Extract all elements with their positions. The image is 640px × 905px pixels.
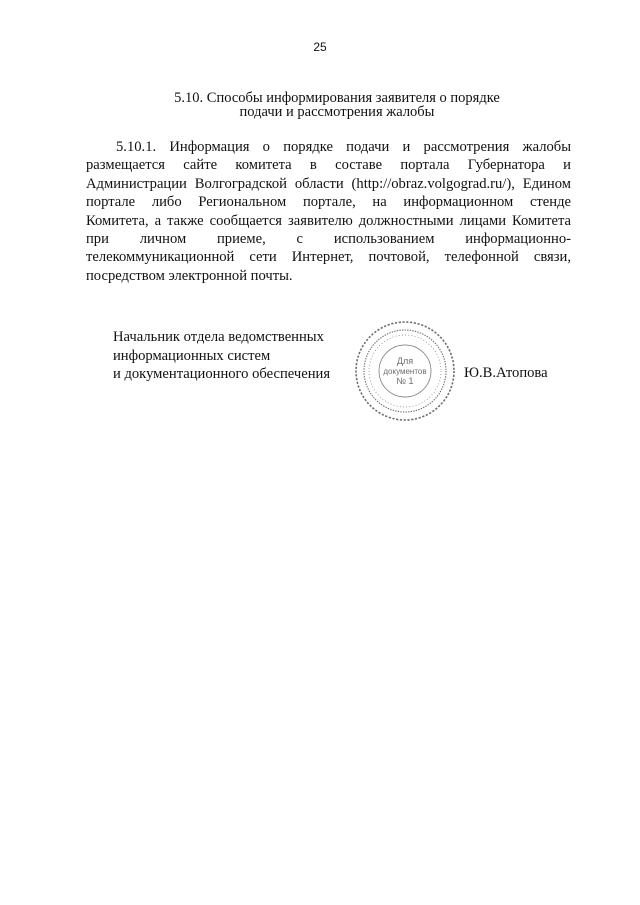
paragraph-line: портале либо Региональном портале, на информационном стенде [86, 194, 571, 211]
signatory-name: Ю.В.Атопова [464, 365, 548, 381]
body-paragraph [86, 138, 571, 285]
stamp-text-line: № 1 [396, 376, 414, 386]
paragraph-line: посредством электронной почты. [86, 267, 293, 284]
section-heading [120, 91, 554, 119]
paragraph-line: 5.10.1. Информация о порядке подачи и рассмотрения жалобы [116, 139, 571, 155]
signatory-position-line: Начальник отдела ведомственных [113, 329, 324, 345]
paragraph-line: Комитета, а также сообщается заявителю должностными лицами Комитета [86, 212, 571, 229]
signatory-position-line: информационных систем [113, 347, 271, 364]
section-heading-line: 5.10. Способы информирования заявителя о порядке [174, 90, 500, 106]
seal-stamp [350, 318, 460, 424]
paragraph-line: телекоммуникационной сети Интернет, почтовой, телефонной связи, [86, 249, 571, 266]
paragraph-line: размещается сайте комитета в составе портала Губернатора и [86, 157, 571, 174]
section-heading-line: подачи и рассмотрения жалобы [239, 104, 435, 120]
paragraph-line: Администрации Волгоградской области (http://obraz.volgograd.ru/), Едином [86, 175, 571, 192]
paragraph-line: при личном приеме, с использованием информационно- [86, 231, 571, 248]
page-number: 25 [313, 40, 327, 54]
stamp-text-line: документов [383, 367, 427, 376]
stamp-text-line: Для [396, 356, 414, 366]
signatory-position-line: и документационного обеспечения [113, 366, 331, 382]
signatory-position [113, 328, 330, 384]
